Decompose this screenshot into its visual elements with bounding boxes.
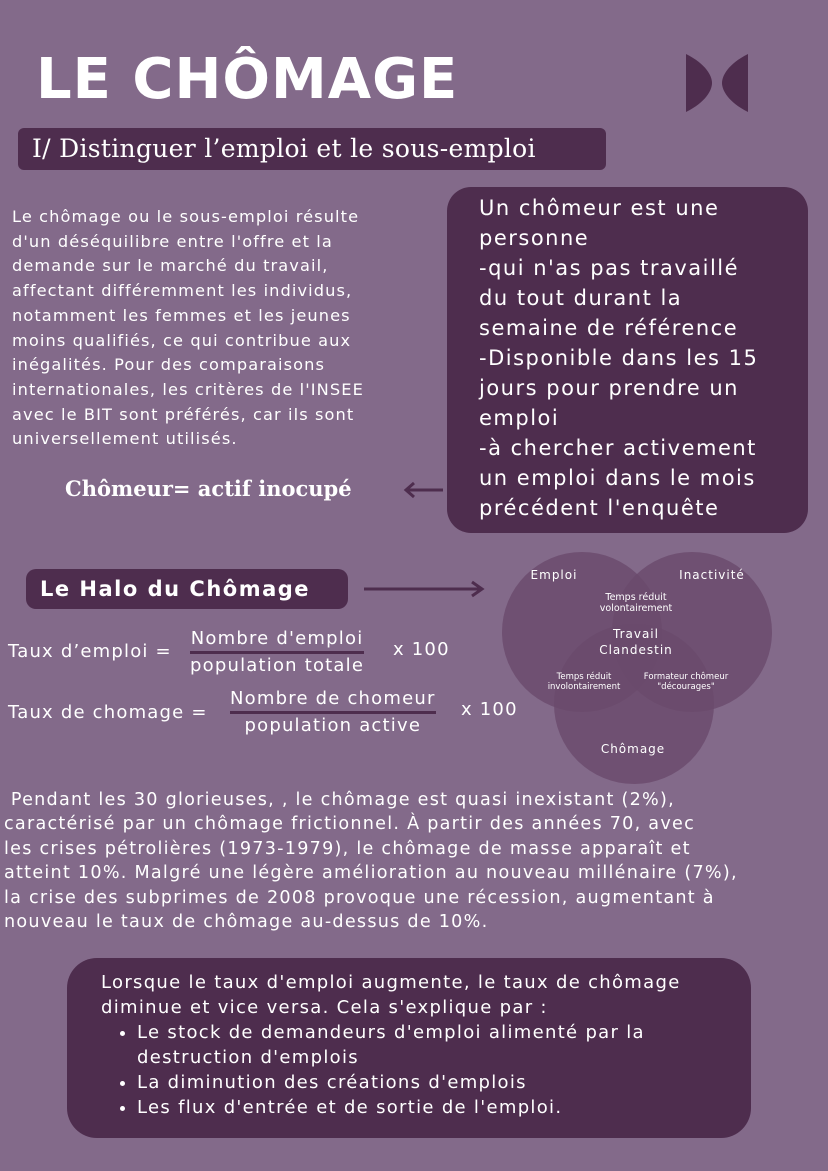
halo-label: Le Halo du Chômage <box>26 569 348 609</box>
chomeur-definition-box <box>447 187 808 533</box>
history-line: les crises pétrolières (1973-1979), le chômage de masse apparaît et <box>4 838 691 859</box>
relation-intro: Lorsque le taux d'emploi augmente, le taux de chômage <box>101 972 681 993</box>
intro-line: moins qualifiés, ce qui contribue aux <box>12 330 352 350</box>
history-line: nouveau le taux de chômage au-dessus de 10%. <box>4 912 489 933</box>
definition-line: jours pour prendre un <box>479 376 739 400</box>
history-line: caractérisé par un chômage frictionnel. À partir des années 70, avec <box>4 814 695 835</box>
venn-label-formateur: "décourages" <box>657 682 715 692</box>
relation-list <box>101 1020 751 1120</box>
intro-line: affectant différemment les individus, <box>12 281 353 301</box>
history-line: la crise des subprimes de 2008 provoque une récession, augmentant à <box>4 887 715 908</box>
fraction-numerator: Nombre de chomeur <box>230 688 436 714</box>
fraction-denominator: population active <box>244 715 422 736</box>
intro-line: avec le BIT sont préférés, car ils sont <box>12 404 355 424</box>
formula-factor: x 100 <box>461 699 518 720</box>
chomeur-equation: Chômeur= actif inocupé <box>65 476 352 501</box>
halo-venn-diagram <box>500 536 774 784</box>
intro-line: d'un déséquilibre entre l'offre et la <box>12 231 333 251</box>
fraction-numerator: Nombre d'emploi <box>190 628 364 654</box>
fraction <box>190 628 364 676</box>
venn-label-travail: Travail <box>613 627 659 641</box>
venn-label-travail: Clandestin <box>599 643 673 657</box>
definition-line: -à chercher activement <box>479 436 757 460</box>
relation-intro: diminue et vice versa. Cela s'explique par : <box>101 997 548 1018</box>
formula-label: Taux d’emploi = <box>8 641 172 662</box>
intro-line: notamment les femmes et les jeunes <box>12 305 351 325</box>
venn-label-temps-reduit-invol: Temps réduit <box>556 672 612 682</box>
venn-label-temps-reduit-vol: Temps réduit <box>605 592 667 603</box>
definition-line: semaine de référence <box>479 316 739 340</box>
fraction <box>230 688 436 736</box>
definition-line: Un chômeur est une <box>479 196 720 220</box>
formula-taux-emploi <box>8 628 478 680</box>
intro-line: Le chômage ou le sous-emploi résulte <box>12 207 360 226</box>
history-line: atteint 10%. Malgré une légère amélioration au nouveau millénaire (7%), <box>4 863 738 884</box>
definition-line: -qui n'as pas travaillé <box>479 256 740 280</box>
venn-label-temps-reduit-vol: volontairement <box>599 603 673 614</box>
venn-label-emploi: Emploi <box>530 568 578 582</box>
definition-line: -Disponible dans les 15 <box>479 346 759 370</box>
venn-label-formateur: Formateur chômeur <box>643 672 729 682</box>
page-title: LE CHÔMAGE <box>36 47 459 112</box>
logo-icon <box>684 50 750 116</box>
list-item: • Le stock de demandeurs d'emploi alimenté par la destruction d'emplois <box>137 1020 697 1070</box>
formula-taux-chomage <box>8 688 528 740</box>
relation-box <box>67 958 751 1138</box>
intro-line: inégalités. Pour des comparaisons <box>12 355 326 375</box>
intro-line: demande sur le marché du travail, <box>12 256 329 276</box>
definition-line: un emploi dans le mois <box>479 466 756 490</box>
definition-line: précédent l'enquête <box>479 496 720 520</box>
venn-label-temps-reduit-invol: involontairement <box>547 682 621 692</box>
intro-line: universellement utilisés. <box>12 429 238 449</box>
intro-line: internationales, les critères de l'INSEE <box>12 379 364 399</box>
history-paragraph <box>4 788 824 934</box>
fraction-denominator: population totale <box>190 655 365 676</box>
list-item: • La diminution des créations d'emplois <box>137 1070 751 1095</box>
intro-text <box>12 205 452 452</box>
arrow-right-icon <box>364 579 486 599</box>
section-heading: I/ Distinguer l’emploi et le sous-emploi <box>18 128 606 170</box>
arrow-left-icon <box>403 481 445 499</box>
definition-line: personne <box>479 226 590 250</box>
definition-line: du tout durant la <box>479 286 683 310</box>
list-item: • Les flux d'entrée et de sortie de l'emploi. <box>137 1095 751 1120</box>
formula-factor: x 100 <box>393 639 450 660</box>
formula-label: Taux de chomage = <box>8 702 208 723</box>
definition-line: emploi <box>479 406 560 430</box>
venn-label-chomage: Chômage <box>600 742 666 756</box>
history-line: Pendant les 30 glorieuses, , le chômage est quasi inexistant (2%), <box>4 790 675 810</box>
venn-label-inactivite: Inactivité <box>679 568 745 582</box>
